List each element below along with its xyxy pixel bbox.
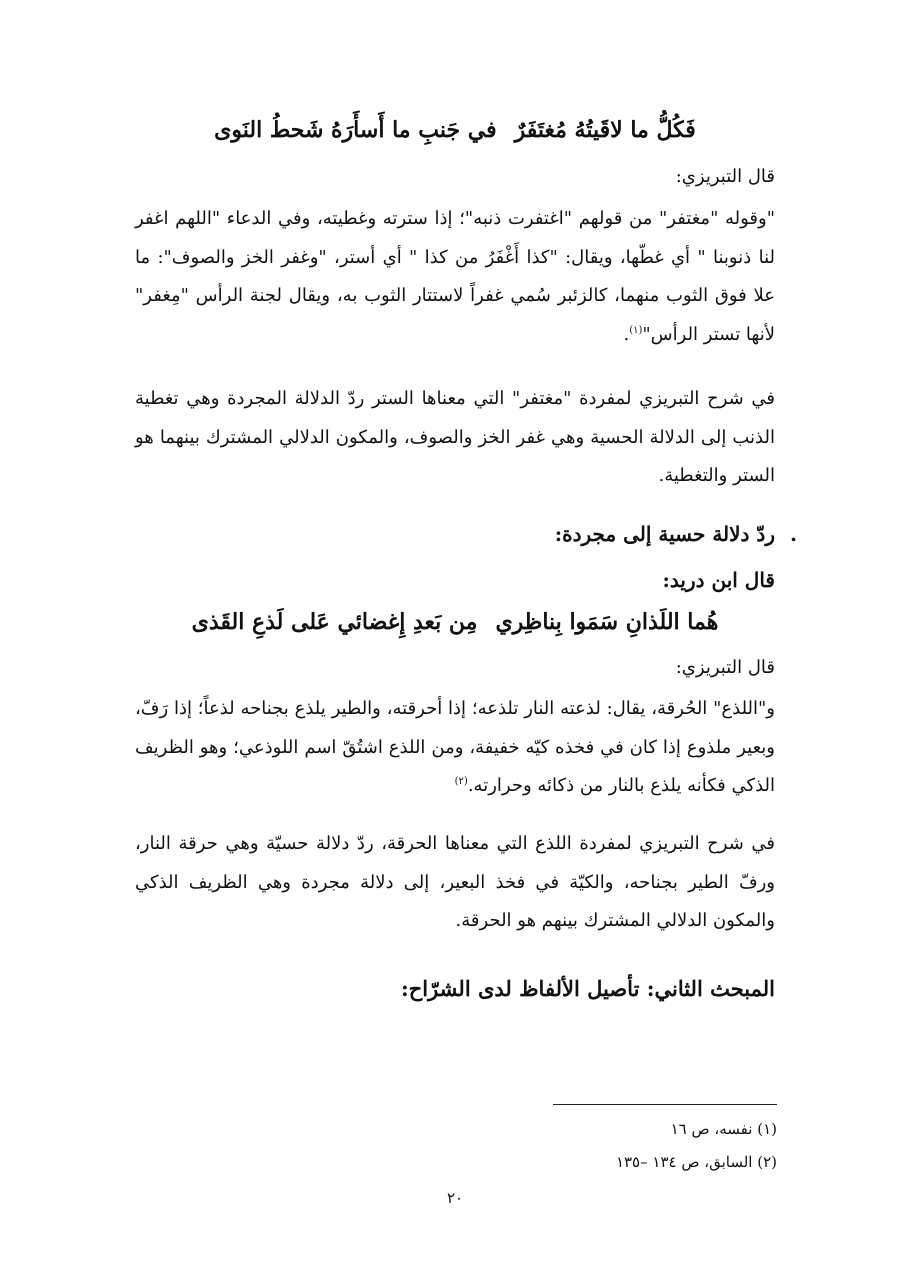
footnote-2: (٢) السابق، ص ١٣٤ –١٣٥ [615,1153,777,1171]
verse-1-second-hemistich: في جَنبِ ما أَسأَرَهُ شَحطُ النَوى [214,117,497,143]
tabrizi-quote-1-end: . [623,323,630,345]
section-title: المبحث الثاني: تأصيل الألفاظ لدى الشرّاح: [400,976,775,1001]
tabrizi-quote-1 [135,200,775,354]
tabrizi-label-1: قال التبريزي: [675,166,775,187]
verse-2-second-hemistich: مِن بَعدِ إِغضائي عَلى لَذعِ القَذى [191,609,478,635]
commentary-2: في شرح التبريزي لمفردة اللذع التي معناها الحرقة، ردّ دلالة حسيّة وهي حرقة النار، ورفّ الطير بجناحه، والكيّة في فخذ البعير، إلى دلالة مجردة وهي الظريف الذكي والمكون الدلالي المشترك بينهم هو الحرقة. [135,833,775,931]
page-number: ٢٠ [446,1189,464,1207]
tabrizi-quote-1-text: "وقوله "مغتفر" من قولهم "اغتفرت ذنبه"؛ إذا سترته وغطيته، وفي الدعاء "اللهم اغفر لنا ذنوبنا " أي غطّها، ويقال: "كذا أَغْفَرُ من كذا " أي أستر، "وغفر الخز والصوف": ما علا فوق الثوب منهما، كالزئبر سُمي غفراً لاستتار الثوب به، ويقال لجنة الرأس "مِغفر" لأنها تستر الرأس" [135,208,775,345]
footnote-separator [553,1104,777,1105]
verse-2-first-hemistich: هُما اللَذانِ سَمَوا بِناظِري [495,609,719,635]
footnote-ref-2[interactable]: (٢) [454,776,468,787]
speaker-heading: قال ابن دريد: [662,568,775,592]
bullet-dot: . [790,522,797,546]
footnote-1: (١) نفسه، ص ١٦ [670,1120,777,1138]
tabrizi-quote-2-text: و"اللذع" الحُرقة، يقال: لذعته النار تلذعه؛ إذا أحرقته، والطير يلذع بجناحه لذعاً؛ إذا رَفّ، وبعير ملذوع إذا كان في فخذه كيّه خفيفة، ومن اللذع اشتُقّ اسم اللوذعي؛ وهو الظريف الذكي فكأنه يلذع بالنار من ذكائه وحرارته. [135,698,775,796]
verse-2 [130,606,780,638]
tabrizi-label-2: قال التبريزي: [675,657,775,678]
verse-1-first-hemistich: فَكُلُّ ما لاقَيتُهُ مُغتَفَرٌ [514,117,696,143]
bullet-heading [135,519,797,549]
commentary-1: في شرح التبريزي لمفردة "مغتفر" التي معناها الستر ردّ الدلالة المجردة وهي تغطية الذنب إلى الدلالة الحسية وهي غفر الخز والصوف، والمكون الدلالي المشترك بينهما هو الستر والتغطية. [135,388,775,486]
bullet-heading-text: ردّ دلالة حسية إلى مجردة: [554,522,775,546]
footnote-ref-1[interactable]: (١) [629,324,643,336]
tabrizi-quote-2 [135,690,775,806]
verse-1 [130,114,780,146]
